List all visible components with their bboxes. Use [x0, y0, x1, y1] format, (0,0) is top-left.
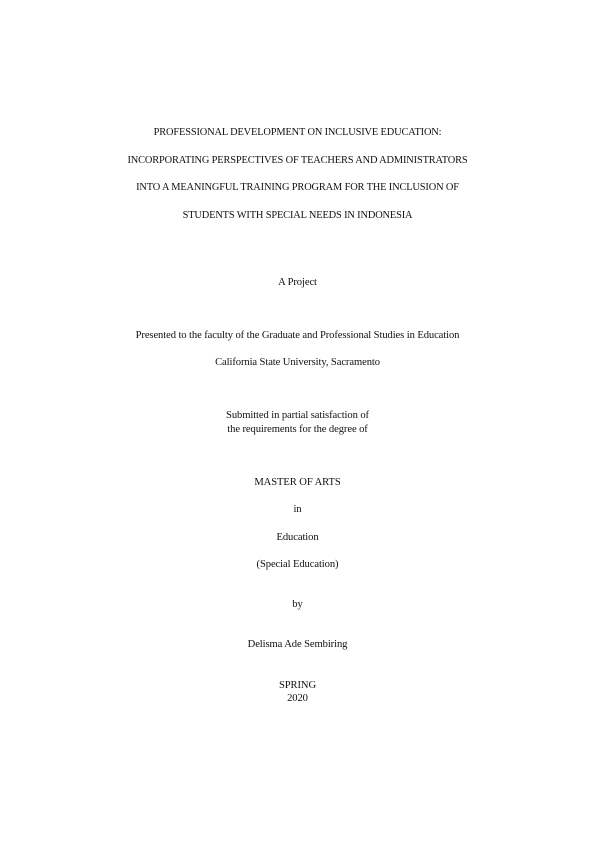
field-name: Education — [276, 532, 319, 543]
specialization: (Special Education) — [256, 559, 339, 570]
university-name: California State University, Sacramento — [215, 357, 380, 368]
year: 2020 — [287, 693, 308, 704]
title-line-1: PROFESSIONAL DEVELOPMENT ON INCLUSIVE EDUCATION: — [153, 127, 442, 138]
title-line-3: INTO A MEANINGFUL TRAINING PROGRAM FOR THE INCLUSION OF — [136, 182, 459, 193]
term: SPRING — [278, 680, 317, 691]
by-label: by — [292, 599, 303, 610]
title-line-2: INCORPORATING PERSPECTIVES OF TEACHERS AND ADMINISTRATORS — [127, 155, 468, 166]
submitted-line-1: Submitted in partial satisfaction of — [226, 410, 369, 421]
project-label: A Project — [278, 277, 317, 288]
degree-name: MASTER OF ARTS — [254, 477, 341, 488]
in-label: in — [293, 504, 302, 515]
submitted-line-2: the requirements for the degree of — [227, 424, 368, 435]
title-line-4: STUDENTS WITH SPECIAL NEEDS IN INDONESIA — [182, 210, 413, 221]
author-name: Delisma Ade Sembiring — [247, 639, 348, 650]
presented-to: Presented to the faculty of the Graduate and Professional Studies in Education — [135, 330, 460, 341]
